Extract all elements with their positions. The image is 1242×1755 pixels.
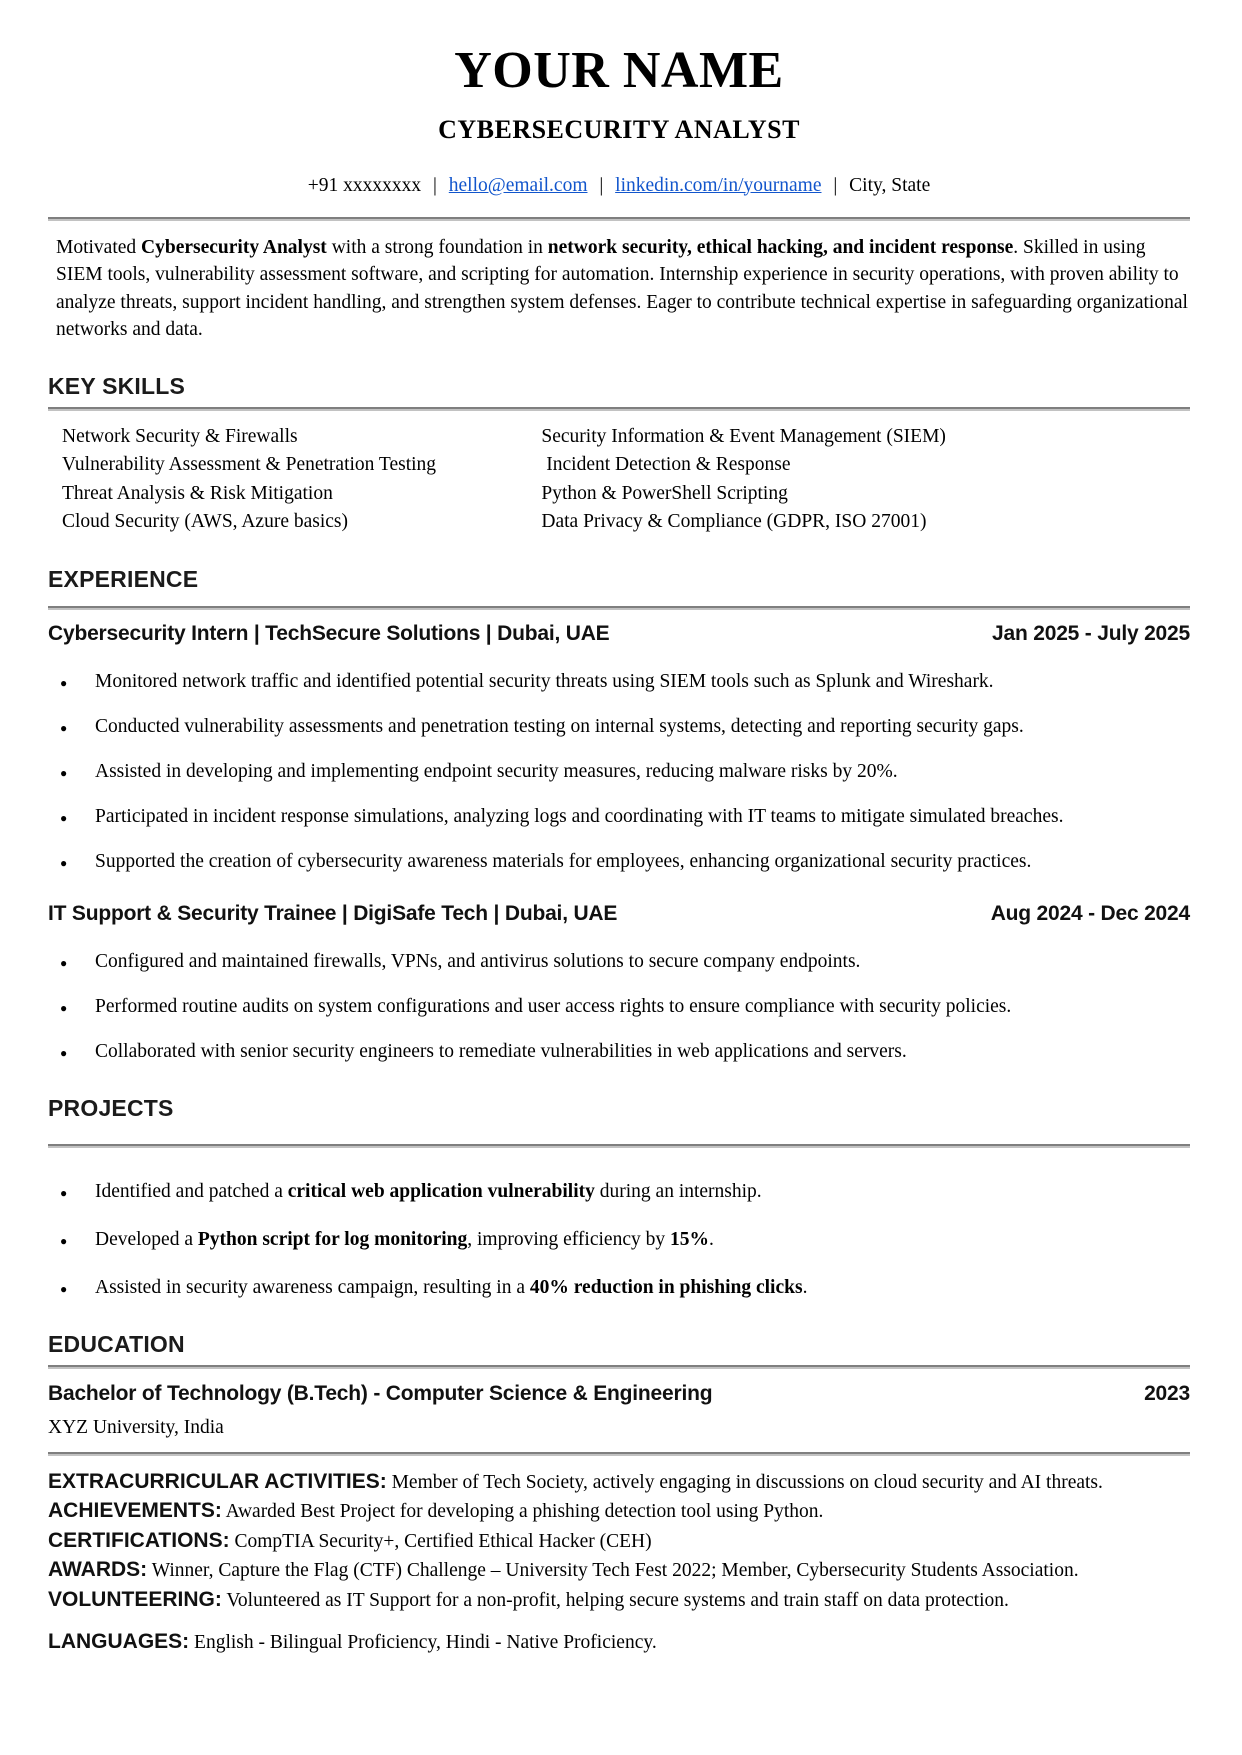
summary-paragraph bbox=[56, 234, 1190, 344]
divider bbox=[48, 606, 1190, 610]
separator: | bbox=[599, 174, 604, 196]
extra-text: Volunteered as IT Support for a non-profit, helping secure systems and train staff on data protection. bbox=[221, 1589, 1009, 1611]
extra-label: AWARDS: bbox=[48, 1558, 148, 1582]
section-heading-experience: EXPERIENCE bbox=[48, 565, 199, 592]
job-header bbox=[48, 622, 1190, 646]
bullet-item bbox=[48, 758, 1190, 786]
skill-item: Network Security & Firewalls bbox=[62, 425, 298, 447]
bold-text: 15% bbox=[669, 1228, 709, 1250]
extra-line-languages bbox=[48, 1628, 1190, 1658]
job-title: IT Support & Security Trainee | DigiSafe Tech | Dubai, UAE bbox=[48, 901, 618, 925]
job-dates: Jan 2025 - July 2025 bbox=[992, 621, 1190, 645]
bullet-item bbox=[48, 803, 1190, 831]
separator: | bbox=[833, 174, 838, 196]
extras-block bbox=[48, 1468, 1190, 1658]
resume-header bbox=[48, 44, 1190, 197]
skill-item: Threat Analysis & Risk Mitigation bbox=[62, 482, 333, 504]
bold-text: network security, ethical hacking, and incident response bbox=[547, 236, 1014, 258]
skill-item: Cloud Security (AWS, Azure basics) bbox=[62, 511, 349, 533]
extra-text: Member of Tech Society, actively engaging in discussions on cloud security and AI threats. bbox=[386, 1471, 1103, 1493]
extra-line-awards bbox=[48, 1556, 1190, 1586]
bold-text: Cybersecurity Analyst bbox=[141, 236, 327, 258]
text: Conducted vulnerability assessments and penetration testing on internal systems, detecting and reporting security gaps. bbox=[95, 715, 1024, 737]
projects-list bbox=[48, 1178, 1190, 1302]
section-heading-projects: PROJECTS bbox=[48, 1094, 174, 1121]
separator: | bbox=[433, 174, 437, 196]
extra-line-achievements bbox=[48, 1497, 1190, 1527]
degree-title: Bachelor of Technology (B.Tech) - Computer Science & Engineering bbox=[48, 1381, 713, 1405]
email-link[interactable]: hello@email.com bbox=[448, 174, 588, 196]
skill-item: Security Information & Event Management (SIEM) bbox=[541, 425, 946, 447]
text: . bbox=[802, 1276, 808, 1298]
bullet-item bbox=[48, 668, 1190, 696]
candidate-title: CYBERSECURITY ANALYST bbox=[438, 114, 800, 144]
extra-label: LANGUAGES: bbox=[48, 1630, 190, 1654]
skill-item: Incident Detection & Response bbox=[541, 454, 791, 476]
education-entry bbox=[48, 1382, 1190, 1406]
extra-text: CompTIA Security+, Certified Ethical Hacker (CEH) bbox=[229, 1530, 652, 1552]
extra-label: VOLUNTEERING: bbox=[48, 1587, 222, 1611]
phone-number: +91 xxxxxxxx bbox=[307, 174, 422, 196]
text: , improving efficiency by bbox=[467, 1228, 670, 1250]
bullet-item bbox=[48, 848, 1190, 876]
extra-text: English - Bilingual Proficiency, Hindi - Native Proficiency. bbox=[189, 1632, 657, 1654]
extra-text: Winner, Capture the Flag (CTF) Challenge – University Tech Fest 2022; Member, Cybersecurity Students Association. bbox=[147, 1560, 1079, 1582]
candidate-name: YOUR NAME bbox=[454, 42, 784, 99]
contact-line bbox=[48, 175, 1190, 197]
text: Configured and maintained firewalls, VPNs, and antivirus solutions to secure company endpoints. bbox=[95, 950, 861, 972]
bullet-item bbox=[48, 1274, 1190, 1302]
job-header bbox=[48, 902, 1190, 926]
experience-list bbox=[48, 622, 1190, 1066]
bold-text: 40% reduction in phishing clicks bbox=[529, 1276, 803, 1298]
extra-label: ACHIEVEMENTS: bbox=[48, 1499, 222, 1523]
divider bbox=[48, 407, 1190, 411]
text: during an internship. bbox=[594, 1180, 762, 1202]
extra-line-volunteering bbox=[48, 1586, 1190, 1616]
key-skills-grid bbox=[62, 423, 1190, 537]
extra-label: CERTIFICATIONS: bbox=[48, 1528, 230, 1552]
linkedin-link[interactable]: linkedin.com/in/yourname bbox=[615, 174, 822, 196]
divider bbox=[48, 1452, 1190, 1456]
section-heading-education: EDUCATION bbox=[48, 1330, 185, 1357]
divider bbox=[48, 1144, 1190, 1148]
text: Performed routine audits on system configurations and user access rights to ensure compliance with security policies. bbox=[95, 995, 1012, 1017]
graduation-year: 2023 bbox=[1144, 1381, 1190, 1405]
text: Assisted in developing and implementing endpoint security measures, reducing malware risks by 20%. bbox=[95, 760, 898, 782]
text: Motivated bbox=[56, 236, 142, 258]
bullet-item bbox=[48, 713, 1190, 741]
skill-item: Data Privacy & Compliance (GDPR, ISO 27001) bbox=[541, 511, 927, 533]
text: Identified and patched a bbox=[95, 1180, 288, 1202]
extra-label: EXTRACURRICULAR ACTIVITIES: bbox=[48, 1469, 387, 1493]
extra-line-certifications bbox=[48, 1527, 1190, 1557]
school-name: XYZ University, India bbox=[48, 1416, 224, 1438]
extra-line-extracurricular-activities bbox=[48, 1468, 1190, 1498]
skill-item: Vulnerability Assessment & Penetration Testing bbox=[62, 454, 437, 476]
text: Participated in incident response simulations, analyzing logs and coordinating with IT teams to mitigate simulated breaches. bbox=[95, 805, 1064, 827]
bullet-item bbox=[48, 948, 1190, 976]
job-dates: Aug 2024 - Dec 2024 bbox=[990, 901, 1190, 925]
skill-item: Python & PowerShell Scripting bbox=[541, 482, 788, 504]
text: . bbox=[708, 1228, 714, 1250]
text: Supported the creation of cybersecurity awareness materials for employees, enhancing organizational security practices. bbox=[95, 850, 1032, 872]
location-text: City, State bbox=[849, 174, 931, 196]
job-title: Cybersecurity Intern | TechSecure Solutions | Dubai, UAE bbox=[48, 621, 610, 645]
text: with a strong foundation in bbox=[326, 236, 548, 258]
bold-text: critical web application vulnerability bbox=[287, 1180, 595, 1202]
text: Monitored network traffic and identified potential security threats using SIEM tools such as Splunk and Wireshark. bbox=[95, 670, 994, 692]
text: Developed a bbox=[95, 1228, 198, 1250]
text: Collaborated with senior security engineers to remediate vulnerabilities in web applications and servers. bbox=[95, 1040, 907, 1062]
section-heading-key-skills: KEY SKILLS bbox=[48, 372, 186, 399]
bullet-item bbox=[48, 993, 1190, 1021]
extra-text: Awarded Best Project for developing a phishing detection tool using Python. bbox=[221, 1501, 824, 1523]
bullet-item bbox=[48, 1178, 1190, 1206]
bullet-item bbox=[48, 1226, 1190, 1254]
divider bbox=[48, 1365, 1190, 1369]
text: . Skilled in using SIEM tools, vulnerability assessment software, and scripting for automation. Internship experience in security operations, with proven ability to analyze threats, support incident handling, and strengthen system defenses. Eager to contribute technical expertise in safeguarding organizational networks and data. bbox=[56, 236, 1188, 341]
text: Assisted in security awareness campaign, resulting in a bbox=[95, 1276, 530, 1298]
bold-text: Python script for log monitoring bbox=[197, 1228, 468, 1250]
divider bbox=[48, 217, 1190, 221]
bullet-item bbox=[48, 1038, 1190, 1066]
job-bullet-list bbox=[48, 948, 1190, 1066]
job-bullet-list bbox=[48, 668, 1190, 876]
